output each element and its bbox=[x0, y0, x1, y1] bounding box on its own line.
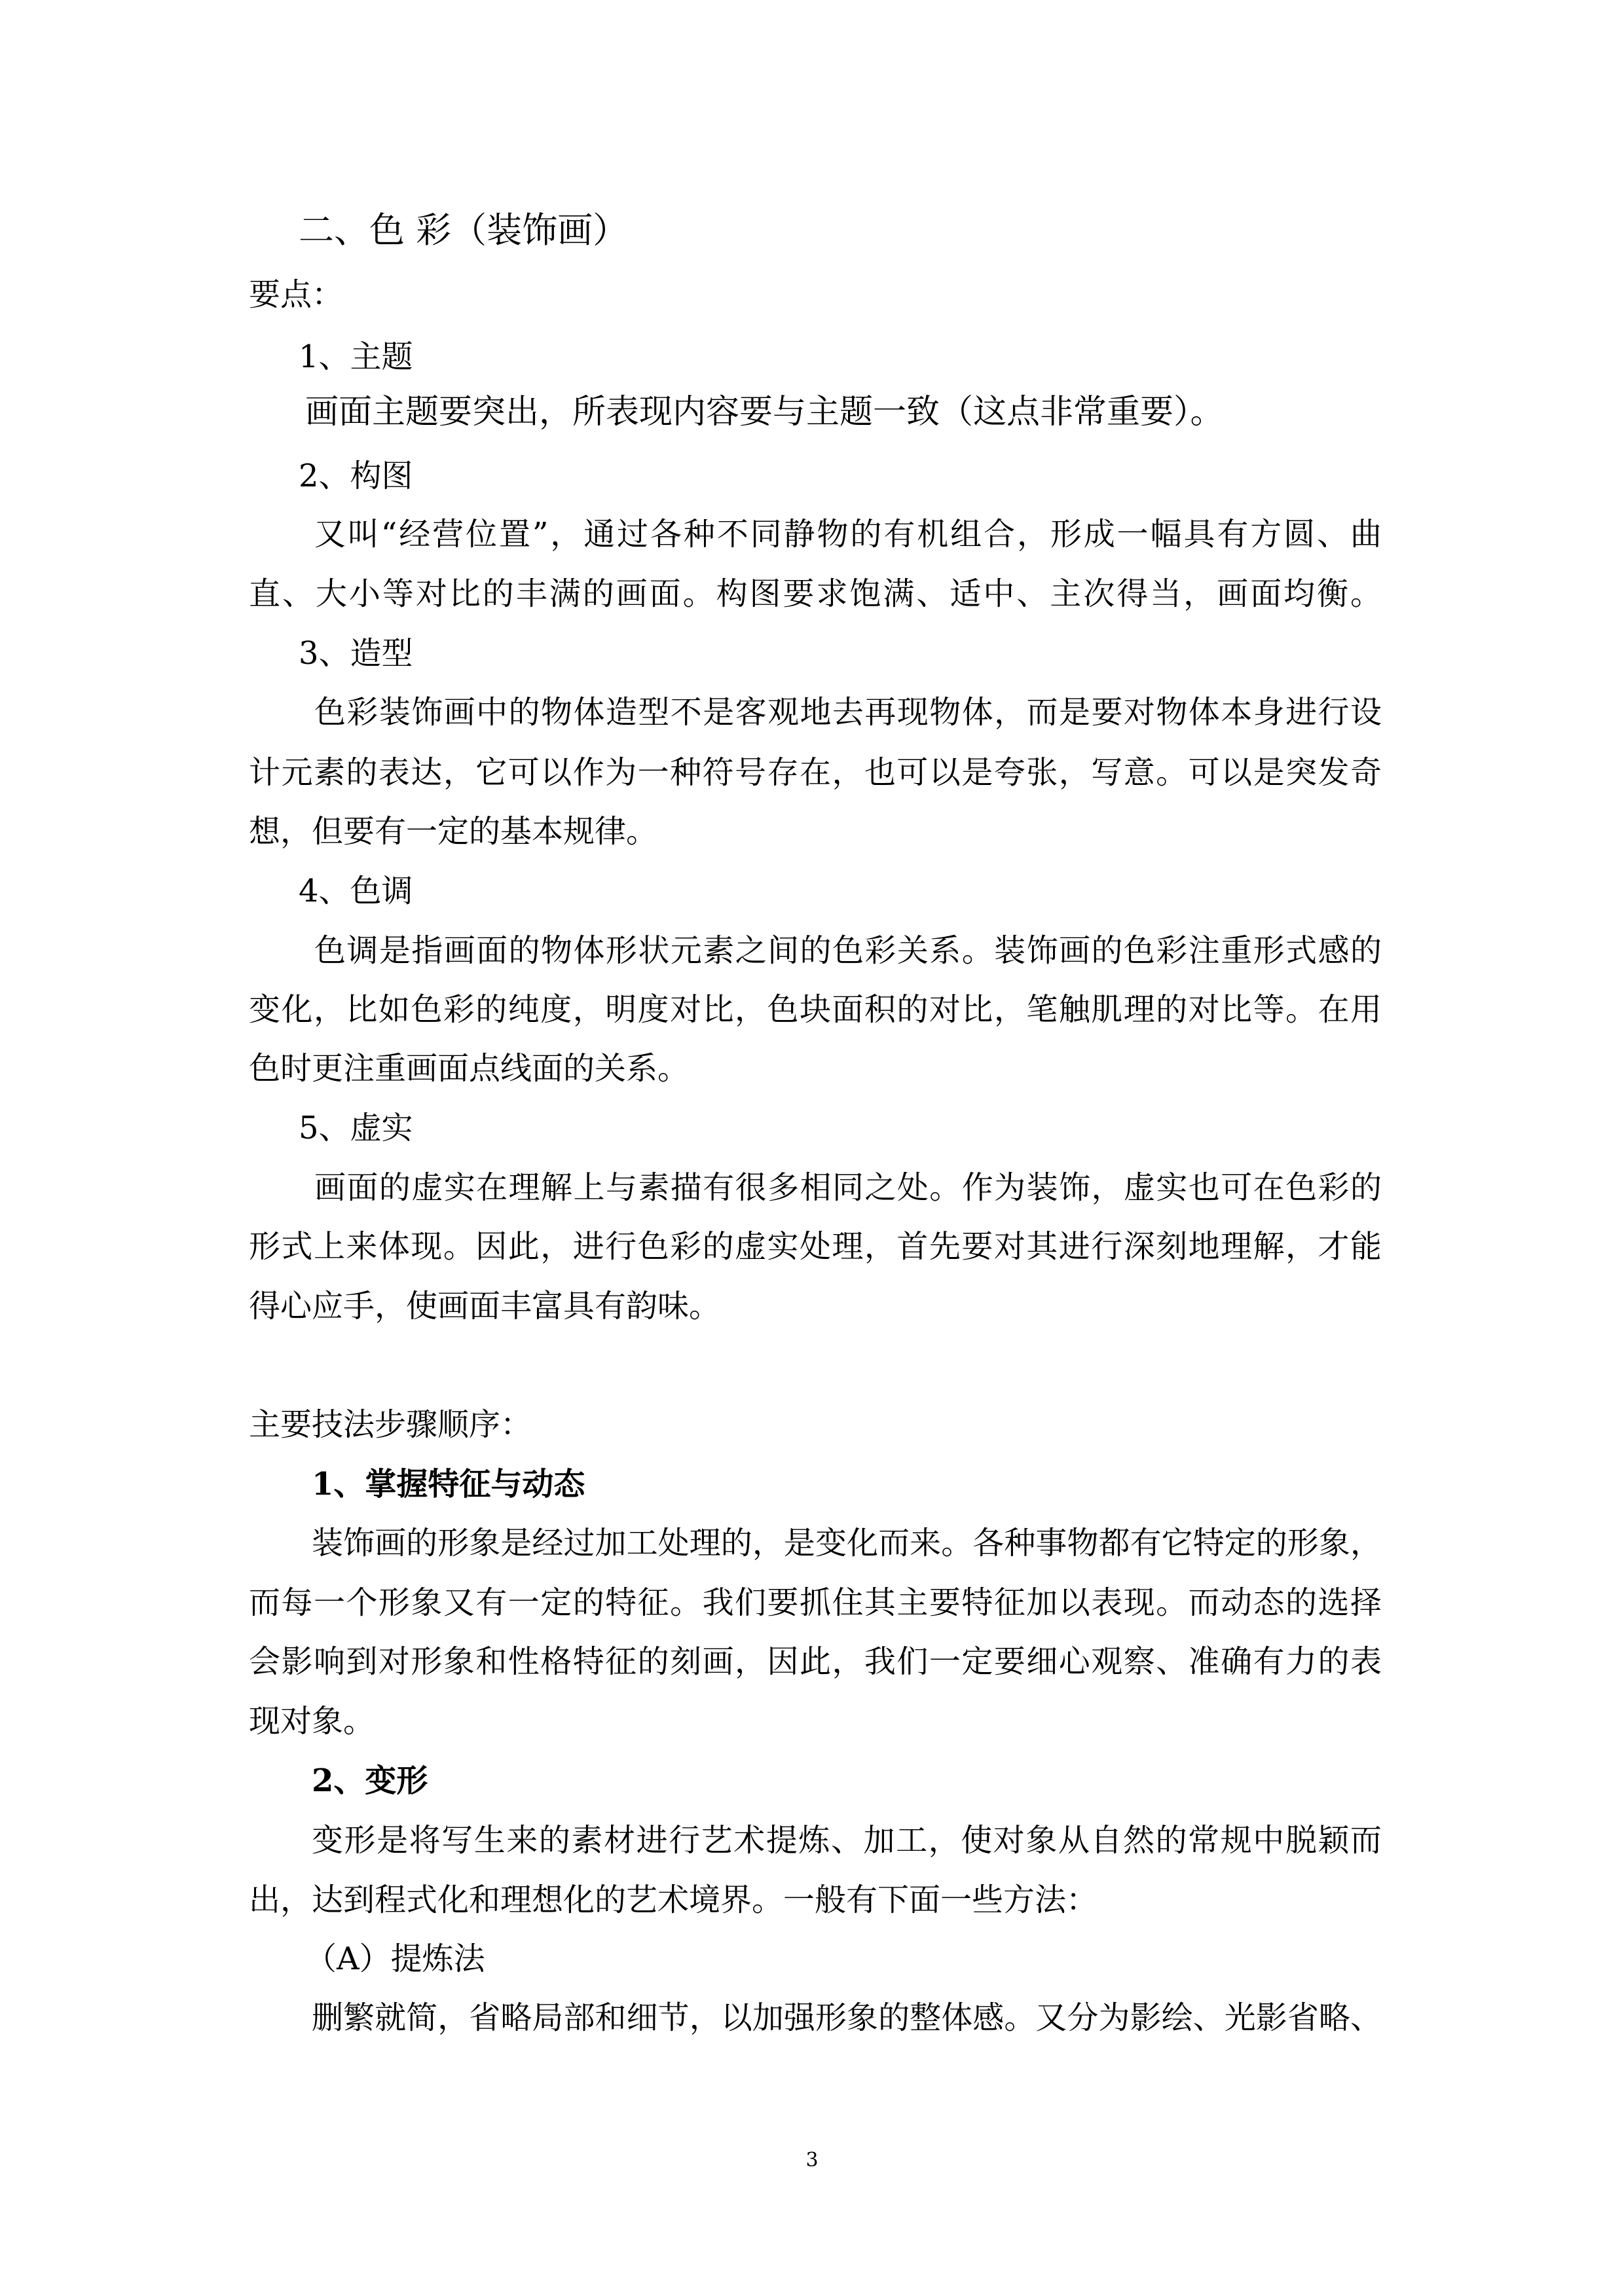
technique-2-heading: 2、变形 bbox=[312, 1762, 428, 1799]
method-a-heading: （A）提炼法 bbox=[305, 1941, 485, 1977]
key-points-heading: 要点： bbox=[249, 276, 344, 313]
techniques-heading: 主要技法步骤顺序： bbox=[249, 1406, 532, 1443]
point-3-line-1: 色彩装饰画中的物体造型不是客观地去再现物体，而是要对物体本身进行设 bbox=[314, 694, 1382, 731]
technique-1-line-2: 而每一个形象又有一定的特征。我们要抓住其主要特征加以表现。而动态的选择 bbox=[249, 1584, 1382, 1621]
technique-2-line-1: 变形是将写生来的素材进行艺术提炼、加工，使对象从自然的常规中脱颖而 bbox=[312, 1822, 1382, 1859]
point-5-line-1: 画面的虚实在理解上与素描有很多相同之处。作为装饰，虚实也可在色彩的 bbox=[314, 1169, 1382, 1206]
method-a-line-1: 删繁就简，省略局部和细节，以加强形象的整体感。又分为影绘、光影省略、 bbox=[312, 1999, 1382, 2036]
point-1-heading: 1、主题 bbox=[299, 338, 413, 375]
point-4-line-2: 变化，比如色彩的纯度，明度对比，色块面积的对比，笔触肌理的对比等。在用 bbox=[249, 991, 1382, 1028]
page-number: 3 bbox=[805, 2149, 819, 2172]
technique-2-line-2: 出，达到程式化和理想化的艺术境界。一般有下面一些方法： bbox=[249, 1882, 1098, 1918]
point-3-line-2: 计元素的表达，它可以作为一种符号存在，也可以是夸张，写意。可以是突发奇 bbox=[249, 754, 1382, 791]
point-5-line-3: 得心应手，使画面丰富具有韵味。 bbox=[249, 1288, 721, 1324]
point-4-heading: 4、色调 bbox=[299, 873, 413, 909]
point-2-line-1: 又叫“经营位置”，通过各种不同静物的有机组合，形成一幅具有方圆、曲 bbox=[314, 516, 1382, 553]
point-2-line-2: 直、大小等对比的丰满的画面。构图要求饱满、适中、主次得当，画面均衡。 bbox=[249, 575, 1382, 612]
point-3-line-3: 想，但要有一定的基本规律。 bbox=[249, 813, 658, 850]
point-5-heading: 5、虚实 bbox=[299, 1110, 413, 1146]
point-4-line-3: 色时更注重画面点线面的关系。 bbox=[249, 1050, 690, 1087]
technique-1-line-3: 会影响到对形象和性格特征的刻画，因此，我们一定要细心观察、准确有力的表 bbox=[249, 1643, 1382, 1680]
technique-1-heading: 1、掌握特征与动态 bbox=[312, 1466, 585, 1503]
point-2-heading: 2、构图 bbox=[299, 458, 413, 494]
point-4-line-1: 色调是指画面的物体形状元素之间的色彩关系。装饰画的色彩注重形式感的 bbox=[314, 932, 1382, 969]
point-1-text: 画面主题要突出，所表现内容要与主题一致（这点非常重要）。 bbox=[305, 393, 1224, 431]
point-5-line-2: 形式上来体现。因此，进行色彩的虚实处理，首先要对其进行深刻地理解，才能 bbox=[249, 1228, 1382, 1265]
section-title: 二、色 彩（装饰画） bbox=[299, 210, 629, 251]
technique-1-line-4: 现对象。 bbox=[249, 1703, 375, 1740]
technique-1-line-1: 装饰画的形象是经过加工处理的，是变化而来。各种事物都有它特定的形象， bbox=[312, 1525, 1382, 1561]
point-3-heading: 3、造型 bbox=[299, 635, 413, 672]
